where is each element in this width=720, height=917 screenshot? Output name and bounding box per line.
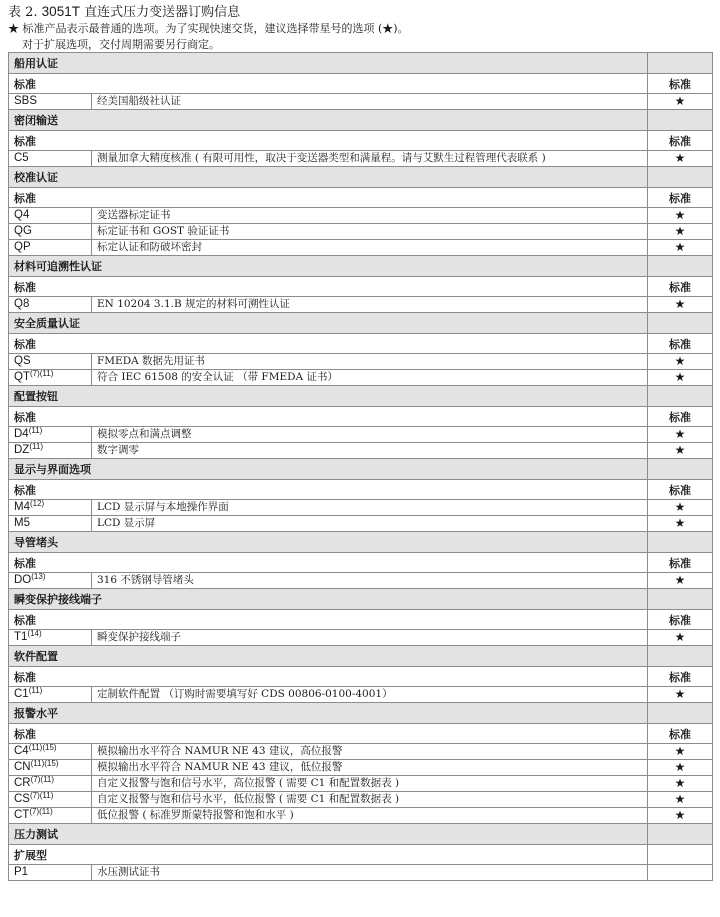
standard-column-label — [648, 845, 713, 865]
title-rest: 直连式压力变送器订购信息 — [79, 5, 241, 20]
section-header-blank — [648, 167, 713, 188]
title-prefix: 表 2. — [8, 5, 42, 20]
section-header-row — [9, 646, 713, 667]
section-title: 校准认证 — [9, 167, 648, 188]
option-code: DZ — [14, 444, 30, 456]
footnote-ref: (11)(15) — [30, 759, 59, 768]
standard-column-label: 标准 — [648, 131, 713, 151]
footnote-ref: (7)(11) — [29, 369, 54, 378]
option-code: CN — [14, 761, 31, 773]
option-row — [9, 808, 713, 824]
standard-note: ★ 标准产品表示最普通的选项。为了实现快速交货，建议选择带星号的选项 (★)。 — [8, 22, 409, 35]
option-description: 测量加拿大精度核准 ( 有限可用性，取决于变送器类型和满量程。请与艾默生过程管理代表联系 ) — [92, 151, 648, 167]
option-code-cell — [9, 865, 92, 881]
option-description: 变送器标定证书 — [92, 208, 648, 224]
section-header-row — [9, 256, 713, 277]
standard-label-row — [9, 480, 713, 500]
option-row — [9, 500, 713, 516]
option-code-cell — [9, 744, 92, 760]
star-icon: ★ — [648, 297, 713, 313]
standard-column-label: 标准 — [648, 188, 713, 208]
option-code: SBS — [14, 95, 38, 107]
star-icon: ★ — [648, 776, 713, 792]
option-row — [9, 208, 713, 224]
option-code: D4 — [14, 428, 29, 440]
option-code: CT — [14, 809, 30, 821]
option-description: 自定义报警与饱和信号水平，高位报警 ( 需要 C1 和配置数据表 ) — [92, 776, 648, 792]
section-header-blank — [648, 824, 713, 845]
standard-label: 标准 — [9, 610, 648, 630]
section-title: 软件配置 — [9, 646, 648, 667]
standard-column-label: 标准 — [648, 480, 713, 500]
option-row — [9, 224, 713, 240]
standard-label: 标准 — [9, 724, 648, 744]
section-header-row — [9, 459, 713, 480]
standard-label: 标准 — [9, 667, 648, 687]
footnote-ref: (11) — [28, 426, 43, 435]
standard-column-label: 标准 — [648, 610, 713, 630]
standard-label: 标准 — [9, 277, 648, 297]
standard-label-row — [9, 131, 713, 151]
section-header-blank — [648, 110, 713, 131]
footnote-ref: (11)(15) — [28, 743, 57, 752]
star-icon: ★ — [648, 573, 713, 589]
star-icon: ★ — [648, 760, 713, 776]
section-title: 安全质量认证 — [9, 313, 648, 334]
option-code-cell — [9, 630, 92, 646]
standard-label-row — [9, 334, 713, 354]
standard-label-row — [9, 553, 713, 573]
star-icon: ★ — [648, 240, 713, 256]
section-header-row — [9, 53, 713, 74]
footnote-ref: (11) — [29, 442, 43, 451]
standard-column-label: 标准 — [648, 74, 713, 94]
star-icon: ★ — [648, 208, 713, 224]
standard-label: 标准 — [9, 480, 648, 500]
option-description: LCD 显示屏与本地操作界面 — [92, 500, 648, 516]
option-code-cell — [9, 297, 92, 313]
section-header-blank — [648, 459, 713, 480]
section-header-row — [9, 167, 713, 188]
standard-column-label: 标准 — [648, 407, 713, 427]
standard-label: 标准 — [9, 407, 648, 427]
standard-label: 标准 — [9, 334, 648, 354]
option-row — [9, 370, 713, 386]
option-description: 瞬变保护接线端子 — [92, 630, 648, 646]
option-code: QG — [14, 225, 32, 237]
option-row — [9, 443, 713, 459]
option-code-cell — [9, 573, 92, 589]
star-icon: ★ — [648, 94, 713, 110]
section-title: 材料可追溯性认证 — [9, 256, 648, 277]
standard-column-label: 标准 — [648, 553, 713, 573]
option-code: C5 — [14, 152, 29, 164]
section-header-blank — [648, 386, 713, 407]
option-code: C4 — [14, 745, 29, 757]
option-description: 模拟输出水平符合 NAMUR NE 43 建议，低位报警 — [92, 760, 648, 776]
option-row — [9, 516, 713, 532]
option-description: 符合 IEC 61508 的安全认证 （带 FMEDA 证书） — [92, 370, 648, 386]
option-description: 316 不锈钢导管堵头 — [92, 573, 648, 589]
option-description: 模拟零点和满点调整 — [92, 427, 648, 443]
footnote-ref: (7)(11) — [30, 775, 55, 784]
option-code: M4 — [14, 501, 30, 513]
star-icon: ★ — [648, 370, 713, 386]
section-header-blank — [648, 313, 713, 334]
standard-column-label: 标准 — [648, 334, 713, 354]
section-header-blank — [648, 646, 713, 667]
option-code-cell — [9, 516, 92, 532]
option-description: 定制软件配置 （订购时需要填写好 CDS 00806-0100-4001） — [92, 687, 648, 703]
option-code-cell — [9, 792, 92, 808]
section-title: 显示与界面选项 — [9, 459, 648, 480]
option-code: P1 — [14, 866, 29, 878]
footnote-ref: (12) — [29, 499, 45, 508]
footnote-ref: (13) — [31, 572, 46, 581]
section-title: 密闭输送 — [9, 110, 648, 131]
option-code: CR — [14, 777, 31, 789]
section-title: 船用认证 — [9, 53, 648, 74]
option-row — [9, 744, 713, 760]
option-description: EN 10204 3.1.B 规定的材料可溯性认证 — [92, 297, 648, 313]
option-row — [9, 354, 713, 370]
standard-label: 标准 — [9, 188, 648, 208]
option-description: 数字调零 — [92, 443, 648, 459]
option-row — [9, 94, 713, 110]
option-code-cell — [9, 208, 92, 224]
star-icon: ★ — [648, 687, 713, 703]
option-code: QT — [14, 371, 30, 383]
standard-label-row — [9, 188, 713, 208]
option-row — [9, 240, 713, 256]
section-title: 瞬变保护接线端子 — [9, 589, 648, 610]
section-title: 配置按钮 — [9, 386, 648, 407]
option-code-cell — [9, 500, 92, 516]
section-header-blank — [648, 256, 713, 277]
star-icon: ★ — [648, 630, 713, 646]
standard-label-row — [9, 724, 713, 744]
section-header-row — [9, 589, 713, 610]
section-header-blank — [648, 53, 713, 74]
option-code-cell — [9, 808, 92, 824]
option-row — [9, 297, 713, 313]
option-description: 水压测试证书 — [92, 865, 648, 881]
section-title: 导管堵头 — [9, 532, 648, 553]
option-description: FMEDA 数据先用证书 — [92, 354, 648, 370]
standard-column-label: 标准 — [648, 724, 713, 744]
option-code-cell — [9, 776, 92, 792]
table-title — [8, 3, 718, 21]
option-description: 标定认证和防破坏密封 — [92, 240, 648, 256]
standard-label: 标准 — [9, 74, 648, 94]
section-header-blank — [648, 589, 713, 610]
option-code-cell — [9, 354, 92, 370]
option-code: Q8 — [14, 298, 30, 310]
section-header-row — [9, 532, 713, 553]
option-code: M5 — [14, 517, 30, 529]
option-code-cell — [9, 760, 92, 776]
option-row — [9, 776, 713, 792]
standard-label-row — [9, 845, 713, 865]
section-header-blank — [648, 703, 713, 724]
option-code-cell — [9, 240, 92, 256]
star-icon: ★ — [648, 792, 713, 808]
option-code-cell — [9, 443, 92, 459]
star-icon: ★ — [648, 354, 713, 370]
option-description: 标定证书和 GOST 验证证书 — [92, 224, 648, 240]
option-row — [9, 865, 713, 881]
table-caption — [8, 3, 718, 53]
footnote-ref: (7)(11) — [29, 791, 54, 800]
option-description: 经美国船级社认证 — [92, 94, 648, 110]
option-description: 自定义报警与饱和信号水平，低位报警 ( 需要 C1 和配置数据表 ) — [92, 792, 648, 808]
ordering-table-body — [9, 53, 713, 881]
standard-column-label: 标准 — [648, 667, 713, 687]
star-icon: ★ — [648, 224, 713, 240]
star-icon: ★ — [648, 427, 713, 443]
option-code: Q4 — [14, 209, 30, 221]
ordering-table — [8, 52, 713, 881]
star-icon: ★ — [648, 443, 713, 459]
option-code-cell — [9, 94, 92, 110]
option-row — [9, 630, 713, 646]
section-title: 压力测试 — [9, 824, 648, 845]
option-row — [9, 427, 713, 443]
section-title: 报警水平 — [9, 703, 648, 724]
option-code-cell — [9, 687, 92, 703]
footnote-ref: (11) — [28, 686, 43, 695]
standard-label: 标准 — [9, 131, 648, 151]
option-code-cell — [9, 370, 92, 386]
star-icon: ★ — [648, 500, 713, 516]
section-header-row — [9, 110, 713, 131]
option-code: DO — [14, 574, 32, 586]
option-row — [9, 151, 713, 167]
option-code: QS — [14, 355, 31, 367]
option-code: C1 — [14, 688, 29, 700]
star-icon: ★ — [648, 808, 713, 824]
extended-note: 对于扩展选项，交付周期需要另行商定。 — [22, 38, 220, 51]
option-code: QP — [14, 241, 31, 253]
star-icon: ★ — [648, 516, 713, 532]
option-code: CS — [14, 793, 30, 805]
option-code-cell — [9, 224, 92, 240]
section-header-row — [9, 386, 713, 407]
option-row — [9, 792, 713, 808]
option-description: LCD 显示屏 — [92, 516, 648, 532]
standard-label: 扩展型 — [9, 845, 648, 865]
standard-label: 标准 — [9, 553, 648, 573]
footnote-ref: (14) — [27, 629, 42, 638]
option-description: 低位报警 ( 标准罗斯蒙特报警和饱和水平 ) — [92, 808, 648, 824]
standard-label-row — [9, 610, 713, 630]
standard-label-row — [9, 667, 713, 687]
star-icon: ★ — [648, 151, 713, 167]
standard-label-row — [9, 407, 713, 427]
option-code-cell — [9, 151, 92, 167]
section-header-row — [9, 703, 713, 724]
star-icon: ★ — [648, 744, 713, 760]
section-header-row — [9, 313, 713, 334]
option-description: 模拟输出水平符合 NAMUR NE 43 建议，高位报警 — [92, 744, 648, 760]
standard-column-label: 标准 — [648, 277, 713, 297]
option-code-cell — [9, 427, 92, 443]
standard-label-row — [9, 277, 713, 297]
standard-label-row — [9, 74, 713, 94]
option-row — [9, 760, 713, 776]
option-row — [9, 573, 713, 589]
section-header-blank — [648, 532, 713, 553]
footnote-ref: (7)(11) — [29, 807, 53, 816]
star-icon — [648, 865, 713, 881]
option-code: T1 — [14, 631, 28, 643]
section-header-row — [9, 824, 713, 845]
option-row — [9, 687, 713, 703]
title-model: 3051T — [41, 4, 80, 19]
